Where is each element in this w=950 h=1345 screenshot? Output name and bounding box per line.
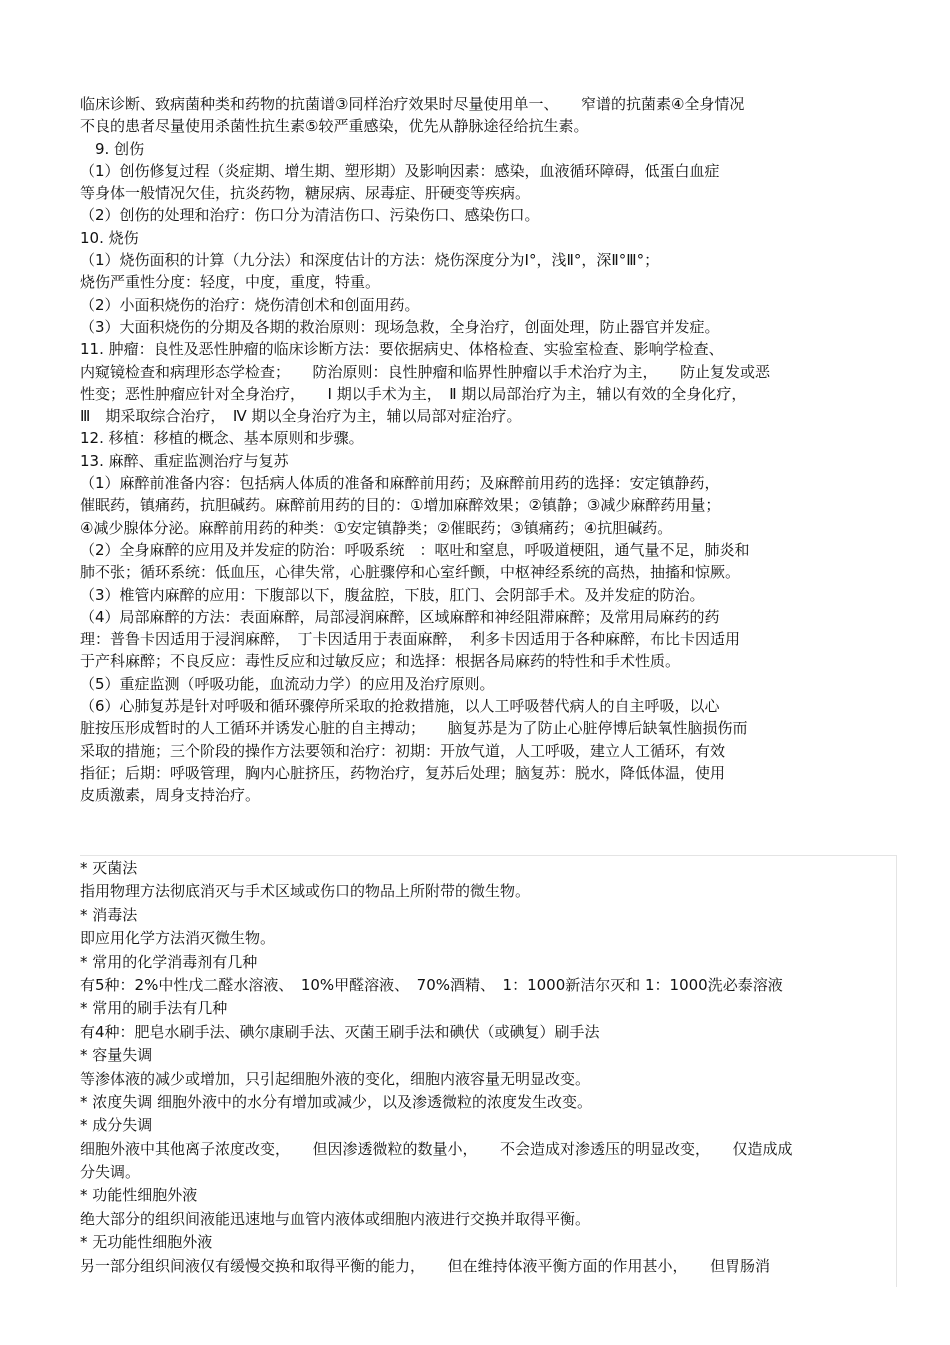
- glossary-term: * 消毒法: [80, 905, 138, 924]
- glossary-term: * 常用的刷手法有几种: [80, 999, 228, 1018]
- text-line: 皮质激素，周身支持治疗。: [80, 786, 261, 805]
- glossary-section: [80, 857, 910, 1278]
- box-border-top: [80, 855, 897, 856]
- glossary-definition: 另一部分组织间液仅有缓慢交换和取得平衡的能力， 但在维持体液平衡方面的作用甚小， 但胃肠消: [80, 1256, 771, 1275]
- glossary-definition: 有5种：2%中性戊二醛水溶液、 10%甲醛溶液、 70%酒精、 1：1000新洁尔灭和 1：1000洗必泰溶液: [80, 975, 783, 994]
- text-line: （4）局部麻醉的方法：表面麻醉，局部浸润麻醉，区域麻醉和神经阻滞麻醉；及常用局麻药的药: [80, 607, 720, 626]
- text-line: （2）小面积烧伤的治疗：烧伤清创术和创面用药。: [80, 295, 420, 314]
- text-line: （3）大面积烧伤的分期及各期的救治原则：现场急救，全身治疗，创面处理，防止器官并发症。: [80, 317, 720, 336]
- text-line: 指征；后期：呼吸管理，胸内心脏挤压，药物治疗，复苏后处理；脑复苏：脱水，降低体温，使用: [80, 763, 726, 782]
- text-line: （6）心肺复苏是针对呼吸和循环骤停所采取的抢救措施，以人工呼吸替代病人的自主呼吸，以心: [80, 697, 720, 716]
- text-line: 催眠药，镇痛药，抗胆碱药。麻醉前用药的目的：①增加麻醉效果；②镇静；③减少麻醉药用量；: [80, 496, 721, 515]
- text-line: （2）创伤的处理和治疗：伤口分为清洁伤口、污染伤口、感染伤口。: [80, 206, 540, 225]
- glossary-term: * 无功能性细胞外液: [80, 1233, 213, 1252]
- glossary-term: * 灭菌法: [80, 859, 138, 877]
- text-line: （1）烧伤面积的计算（九分法）和深度估计的方法：烧伤深度分为Ⅰ°，浅Ⅱ°，深Ⅱ°Ⅲ°；: [80, 251, 660, 270]
- glossary-term: * 容量失调: [80, 1046, 153, 1065]
- glossary-term: * 常用的化学消毒剂有几种: [80, 952, 258, 971]
- text-line: 采取的措施；三个阶段的操作方法要领和治疗：初期：开放气道，人工呼吸，建立人工循环，有效: [80, 741, 726, 760]
- glossary-definition: 等渗体液的减少或增加，只引起细胞外液的变化，细胞内液容量无明显改变。: [80, 1069, 591, 1088]
- section-heading: 10. 烧伤: [80, 228, 139, 247]
- text-line: ④减少腺体分泌。麻醉前用药的种类：①安定镇静类；②催眠药；③镇痛药；④抗胆碱药。: [80, 518, 673, 537]
- glossary-definition: 分失调。: [80, 1163, 141, 1182]
- section-heading: 9. 创伤: [80, 139, 145, 158]
- text-line: Ⅲ 期采取综合治疗， Ⅳ 期以全身治疗为主，辅以局部对症治疗。: [80, 407, 522, 426]
- text-line: （5）重症监测（呼吸功能，血流动力学）的应用及治疗原则。: [80, 674, 495, 693]
- text-line: （2）全身麻醉的应用及并发症的防治：呼吸系统 ：呕吐和窒息，呼吸道梗阻，通气量不足，肺炎和: [80, 540, 750, 559]
- glossary-term: * 浓度失调 细胞外液中的水分有增加或减少，以及渗透微粒的浓度发生改变。: [80, 1092, 593, 1111]
- text-line: 肺不张；循环系统：低血压，心律失常，心脏骤停和心室纤颤，中枢神经系统的高热，抽搐和惊厥。: [80, 563, 741, 582]
- text-line: （1）创伤修复过程（炎症期、增生期、塑形期）及影响因素：感染，血液循环障碍，低蛋白血症: [80, 161, 720, 180]
- text-line: 内窥镜检查和病理形态学检查； 防治原则：良性肿瘤和临界性肿瘤以手术治疗为主， 防止复发或恶: [80, 362, 771, 381]
- glossary-term: * 功能性细胞外液: [80, 1186, 198, 1205]
- text-line: 理：普鲁卡因适用于浸润麻醉， 丁卡因适用于表面麻醉， 利多卡因适用于各种麻醉，布比卡因适用: [80, 630, 741, 649]
- text-line: 烧伤严重性分度：轻度，中度，重度，特重。: [80, 273, 381, 292]
- text-line: （1）麻醉前准备内容：包括病人体质的准备和麻醉前用药；及麻醉前用药的选择：安定镇静药，: [80, 474, 720, 493]
- glossary-definition: 即应用化学方法消灭微生物。: [80, 929, 276, 948]
- section-heading: 11. 肿瘤：良性及恶性肿瘤的临床诊断方法：要依据病史、体格检查、实验室检查、影响学检查、: [80, 340, 724, 359]
- text-line: （3）椎管内麻醉的应用：下腹部以下，腹盆腔，下肢，肛门、会阴部手术。及并发症的防治。: [80, 585, 705, 604]
- glossary-definition: 绝大部分的组织间液能迅速地与血管内液体或细胞内液进行交换并取得平衡。: [80, 1209, 591, 1228]
- glossary-definition: 指用物理方法彻底消灭与手术区域或伤口的物品上所附带的微生物。: [80, 882, 531, 901]
- glossary-definition: 细胞外液中其他离子浓度改变， 但因渗透微粒的数量小， 不会造成对渗透压的明显改变， 仅造成成: [80, 1139, 793, 1158]
- text-line: 不良的患者尽量使用杀菌性抗生素⑤较严重感染，优先从静脉途径给抗生素。: [80, 117, 589, 136]
- section-heading: 12. 移植：移植的概念、基本原则和步骤。: [80, 429, 364, 448]
- text-line: 于产科麻醉；不良反应：毒性反应和过敏反应；和选择：根据各局麻药的特性和手术性质。: [80, 652, 681, 671]
- section-heading: 13. 麻醉、重症监测治疗与复苏: [80, 451, 289, 470]
- notes-section-upper: [80, 93, 910, 807]
- text-line: 临床诊断、致病菌种类和药物的抗菌谱③同样治疗效果时尽量使用单一、 窄谱的抗菌素④全身情况: [80, 95, 745, 113]
- glossary-term: * 成分失调: [80, 1116, 153, 1135]
- text-line: 等身体一般情况欠佳，抗炎药物，糖尿病、尿毒症、肝硬变等疾病。: [80, 184, 531, 203]
- text-line: 性变；恶性肿瘤应针对全身治疗， Ⅰ 期以手术为主， Ⅱ 期以局部治疗为主，辅以有效的全身化疗，: [80, 384, 747, 403]
- text-line: 脏按压形成暂时的人工循环并诱发心脏的自主搏动； 脑复苏是为了防止心脏停博后缺氧性脑损伤而: [80, 719, 748, 738]
- glossary-definition: 有4种：肥皂水刷手法、碘尔康刷手法、灭菌王刷手法和碘伏（或碘复）刷手法: [80, 1022, 600, 1041]
